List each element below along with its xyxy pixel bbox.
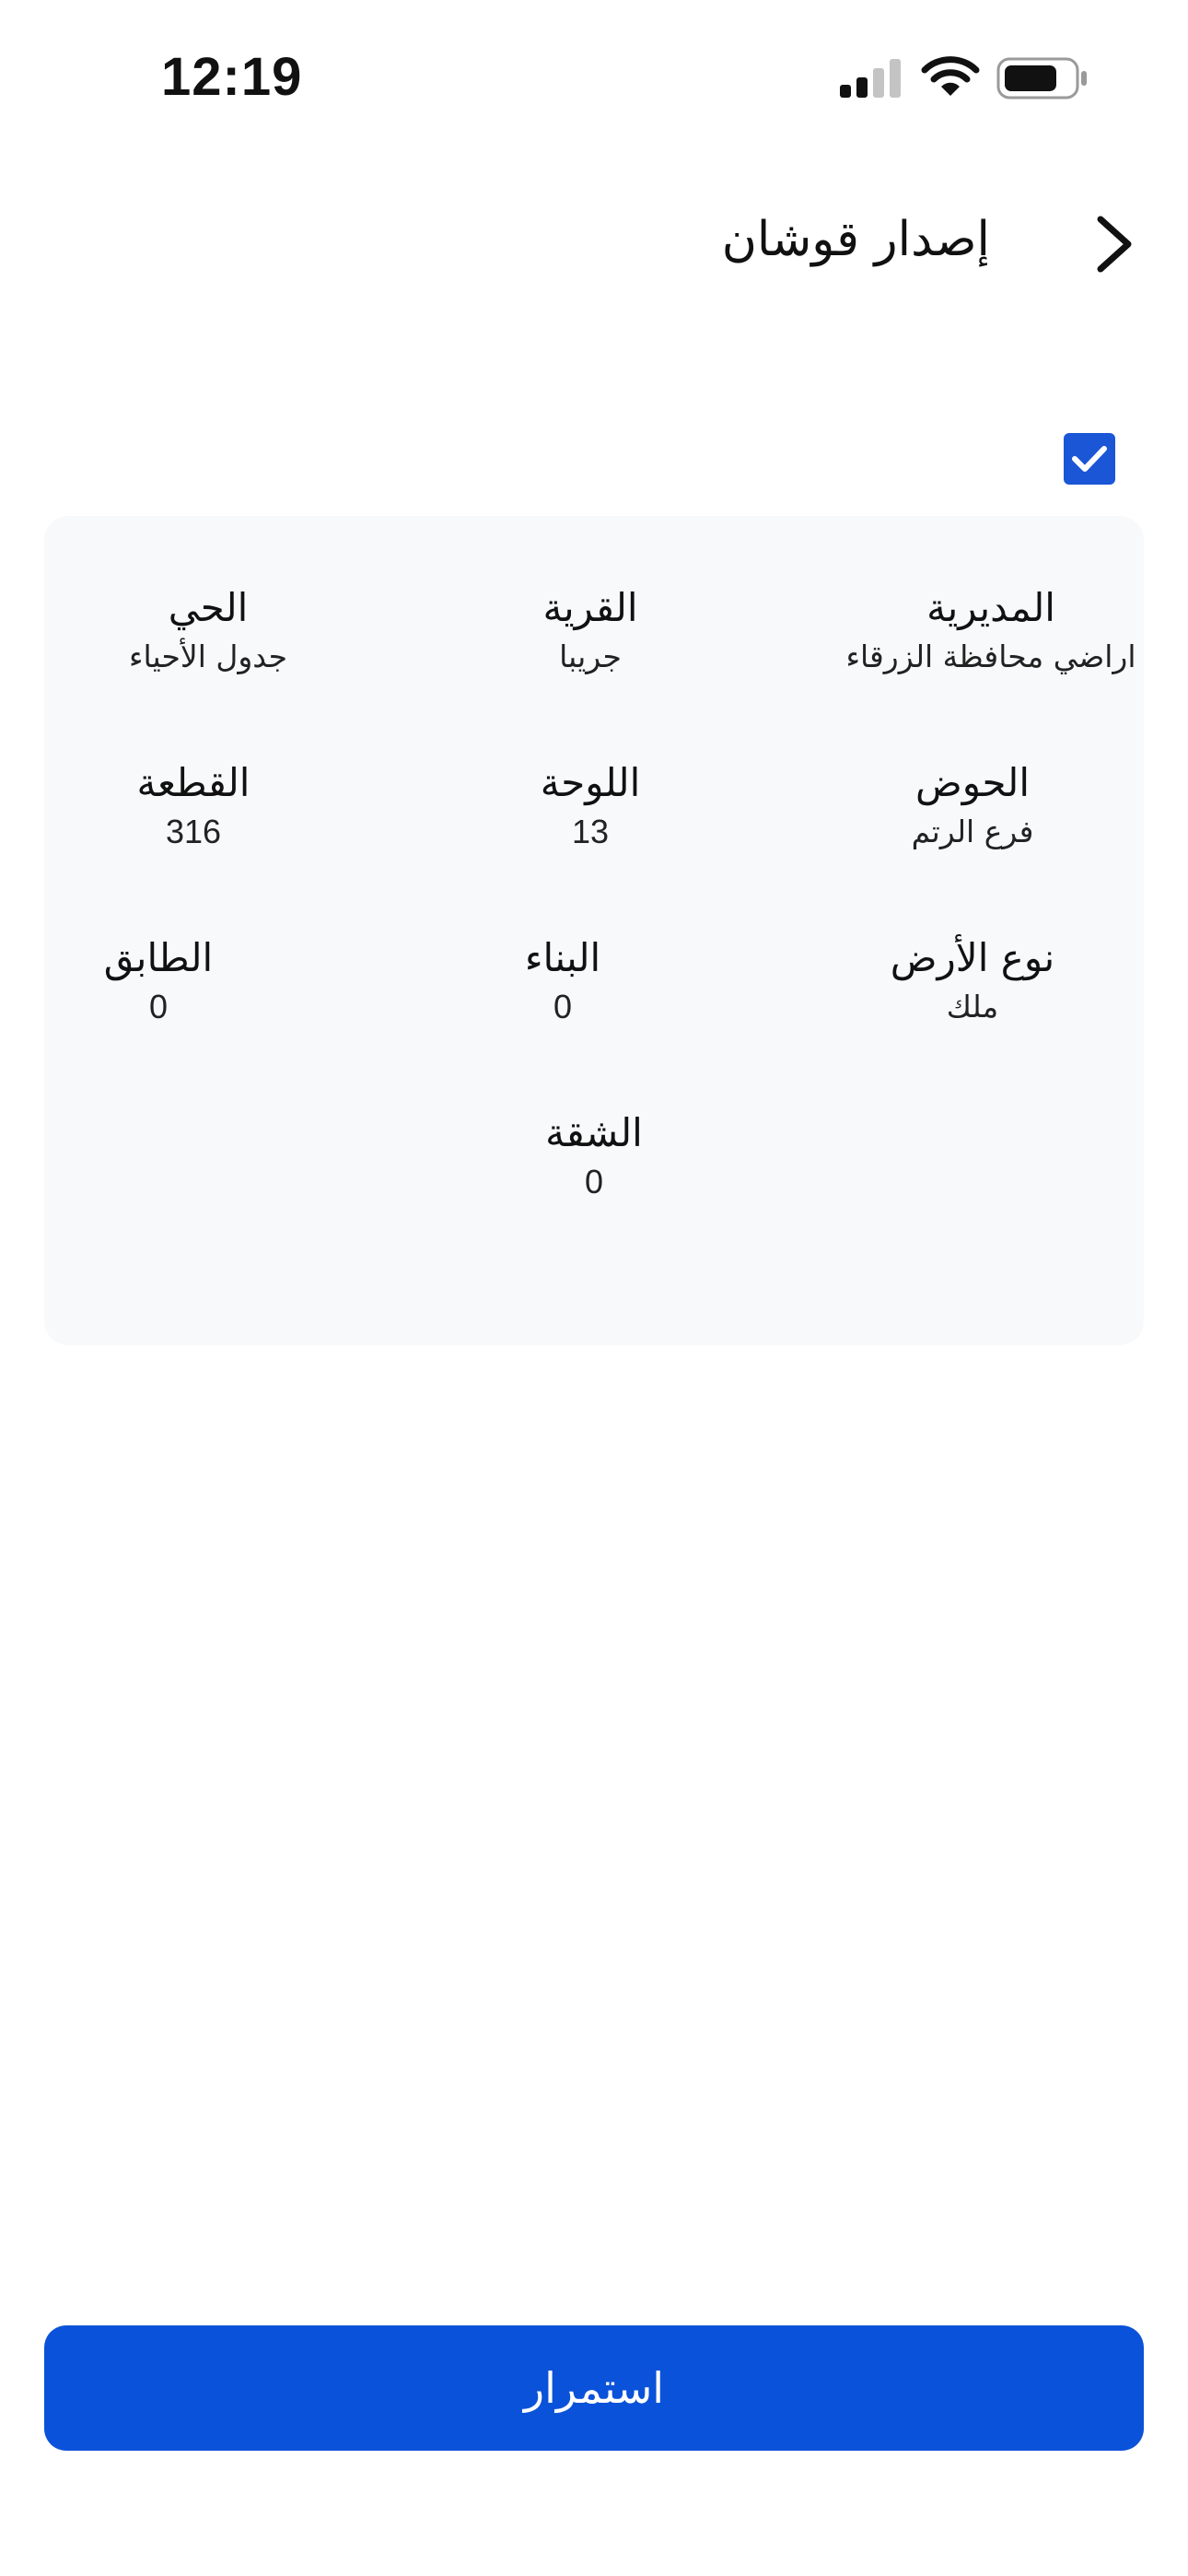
detail-label: الشقة: [545, 1110, 643, 1155]
back-button[interactable]: [1077, 207, 1151, 281]
detail-value: 0: [584, 1163, 604, 1200]
detail-land-type: [816, 932, 1129, 1030]
cellular-signal-icon: [840, 59, 906, 98]
battery-icon: [996, 57, 1089, 100]
detail-basin: [816, 757, 1129, 855]
detail-label: الحوض: [914, 760, 1031, 805]
detail-value: 0: [148, 988, 169, 1025]
status-bar: [0, 0, 1188, 157]
app-header: [0, 184, 1188, 304]
detail-label: القطعة: [136, 760, 250, 805]
detail-label: البناء: [524, 935, 601, 980]
detail-value: 13: [571, 813, 610, 850]
detail-label: الطابق: [103, 935, 214, 980]
chevron-right-icon: [1091, 214, 1137, 275]
detail-label: اللوحة: [540, 760, 641, 805]
detail-label: الحي: [168, 585, 249, 630]
detail-apartment: [428, 1107, 760, 1205]
detail-value: جدول الأحياء: [128, 638, 288, 674]
detail-label: القرية: [542, 585, 638, 630]
page-title: إصدار قوشان: [721, 212, 990, 267]
status-time: 12:19: [161, 47, 303, 107]
detail-directorate: [825, 582, 1157, 680]
detail-value: فرع الرتم: [911, 814, 1034, 849]
detail-label: المديرية: [926, 585, 1055, 630]
detail-label: نوع الأرض: [890, 935, 1055, 980]
wifi-icon: [921, 55, 980, 98]
detail-neighborhood: [42, 582, 374, 680]
property-details-card: [44, 516, 1144, 1345]
detail-value: 0: [553, 988, 573, 1025]
checkmark-icon: [1071, 444, 1108, 474]
detail-value: اراضي محافظة الزرقاء: [845, 638, 1136, 674]
detail-value: 316: [165, 813, 222, 850]
continue-button[interactable]: استمرار: [44, 2325, 1144, 2451]
detail-value: جريبا: [559, 638, 622, 674]
detail-floor: [0, 932, 324, 1030]
select-checkbox[interactable]: [1064, 433, 1115, 485]
detail-value: ملك: [946, 989, 999, 1025]
detail-parcel: [28, 757, 359, 855]
detail-village: [425, 582, 756, 680]
detail-building: [397, 932, 728, 1030]
detail-plate: [425, 757, 756, 855]
